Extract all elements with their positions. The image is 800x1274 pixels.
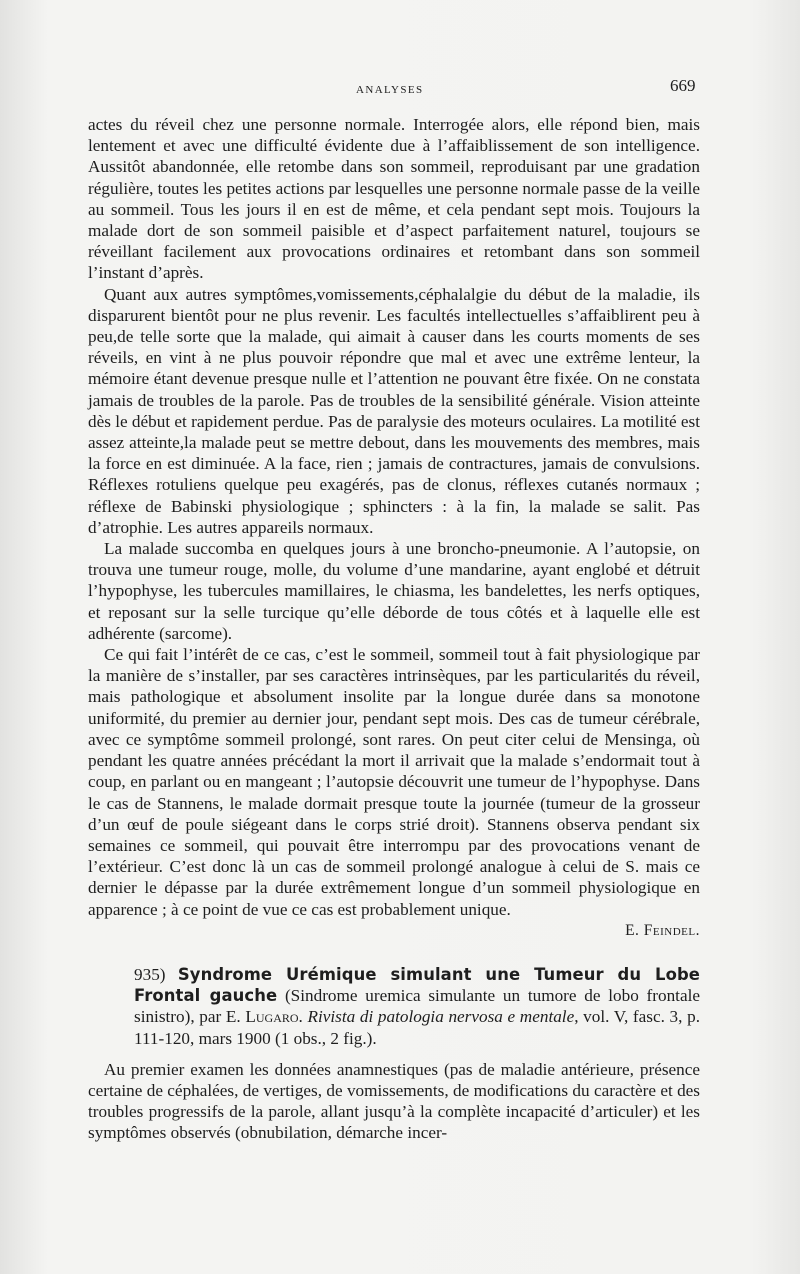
- paragraph-continued: actes du réveil chez une personne normale. Interrogée alors, elle répond bien, mais lentement et avec une difficulté évidente due à l’affaiblissement de son intelligence. Aussitôt abandonnée, elle retombe dans son sommeil, reproduisant par une gradation régulière, toutes les petites actions par lesquelles une personne normale passe de la veille au sommeil. Tous les jours il en est de même, et cela pendant sept mois. Toujours la malade dort de son sommeil paisible et d’aspect parfaitement naturel, toujours se réveillant facilement aux provocations ordinaires et retombant dans son sommeil l’instant d’après.: [88, 115, 700, 283]
- entry-heading: 935) Syndrome Urémique simulant une Tumeur du Lobe Frontal gauche (Sindrome uremica simulante un tumore de lobo frontale sinistro), par E. Lugaro. Rivista di patologia nervosa e mentale, vol. V, fasc. 3, p. 111-120, mars 1900 (1 obs., 2 fig.).: [134, 964, 701, 1048]
- running-title: ANALYSES: [356, 84, 424, 96]
- abstract-entry: [88, 964, 700, 1144]
- entry-journal: Rivista di patologia nervosa e mentale: [307, 1007, 575, 1027]
- entry-citation: , vol. V, fasc. 3, p. 111-120, mars 1900 (1 obs., 2 fig.).: [134, 1007, 700, 1048]
- entry-number: 935): [134, 964, 166, 984]
- reviewer-signature: E. Feindel.: [625, 921, 700, 939]
- entry-author: E. Lugaro: [225, 1007, 299, 1027]
- paragraph-discussion: Ce qui fait l’intérêt de ce cas, c’est le sommeil, sommeil tout à fait physiologique par la manière de s’installer, par ses caractères intrinsèques, par les particularités du réveil, mais pathologique et absolument insolite par la longue durée dans sa monotone uniformité, du premier au dernier jour, pendant sept mois. Des cas de tumeur cérébrale, avec ce symptôme sommeil prolongé, sont rares. On peut citer celui de Mensinga, où pendant les quatre années précédant la mort il arrivait que la malade s’endormait tout à coup, en parlant ou en mangeant ; l’autopsie découvrit une tumeur de l’hypophyse. Dans le cas de Stannens, le malade dormait presque toute la journée (tumeur de la grosseur d’un œuf de poule siégeant dans le corps strié droit). Stannens observa pendant six semaines ce sommeil, qui pouvait être interrompu par des provocations venant de l’extérieur. C’est donc là un cas de sommeil prolongé analogue à celui de S. mais ce dernier le dépasse par la durée extrêmement longue d’un sommeil physiologique en apparence ; à ce point de vue ce cas est probablement unique.: [88, 645, 700, 919]
- paragraph-symptoms: Quant aux autres symptômes,vomissements,céphalalgie du début de la maladie, ils disparurent bientôt pour ne plus revenir. Les facultés intellectuelles s’affaiblirent peu à peu,de telle sorte que la malade, qui aimait à causer dans les courts moments de ses réveils, en vint à ne plus pouvoir répondre que mal et avec une extrême lenteur, la mémoire étant devenue presque nulle et l’attention ne pouvant être fixée. On ne constata jamais de troubles de la parole. Pas de troubles de la sensibilité générale. Vision atteinte dès le début et rapidement perdue. Pas de paralysie des moteurs oculaires. La motilité est assez atteinte,la malade peut se mettre debout, dans les mouvements des membres, mais la force en est diminuée. A la face, rien ; jamais de contractures, jamais de convulsions. Réflexes rotuliens quelque peu exagérés, pas de clonus, réflexes cutanés normaux ; réflexe de Babinski physiologique ; sphincters : à la fin, la malade se salit. Pas d’atrophie. Les autres appareils normaux.: [88, 284, 700, 537]
- entry-body: Au premier examen les données anamnestiques (pas de maladie antérieure, présence certaine de céphalées, de vertiges, de vomissements, de modifications du caractère et des troubles progressifs de la parole, allant jusqu’à la complète incapacité d’articuler) et les symptômes observés (obnubilation, démarche incer-: [88, 1059, 700, 1143]
- entry-title: Syndrome Urémique simulant une Tumeur du Lobe Frontal gauche: [134, 964, 701, 1006]
- page-number: 669: [670, 76, 696, 95]
- body-text: [88, 114, 700, 1144]
- entry-subtitle: (Sindrome uremica simulante un tumore de lobo frontale sinistro), par: [134, 986, 700, 1027]
- paragraph-autopsy: La malade succomba en quelques jours à une broncho-pneumonie. A l’autopsie, on trouva une tumeur rouge, molle, du volume d’une mandarine, ayant englobé et détruit l’hypophyse, les tubercules mamillaires, le chiasma, les bandelettes, les nerfs optiques, et reposant sur la selle turcique qu’elle déborde de tous côtés et à laquelle elle est adhérente (sarcome).: [88, 539, 700, 643]
